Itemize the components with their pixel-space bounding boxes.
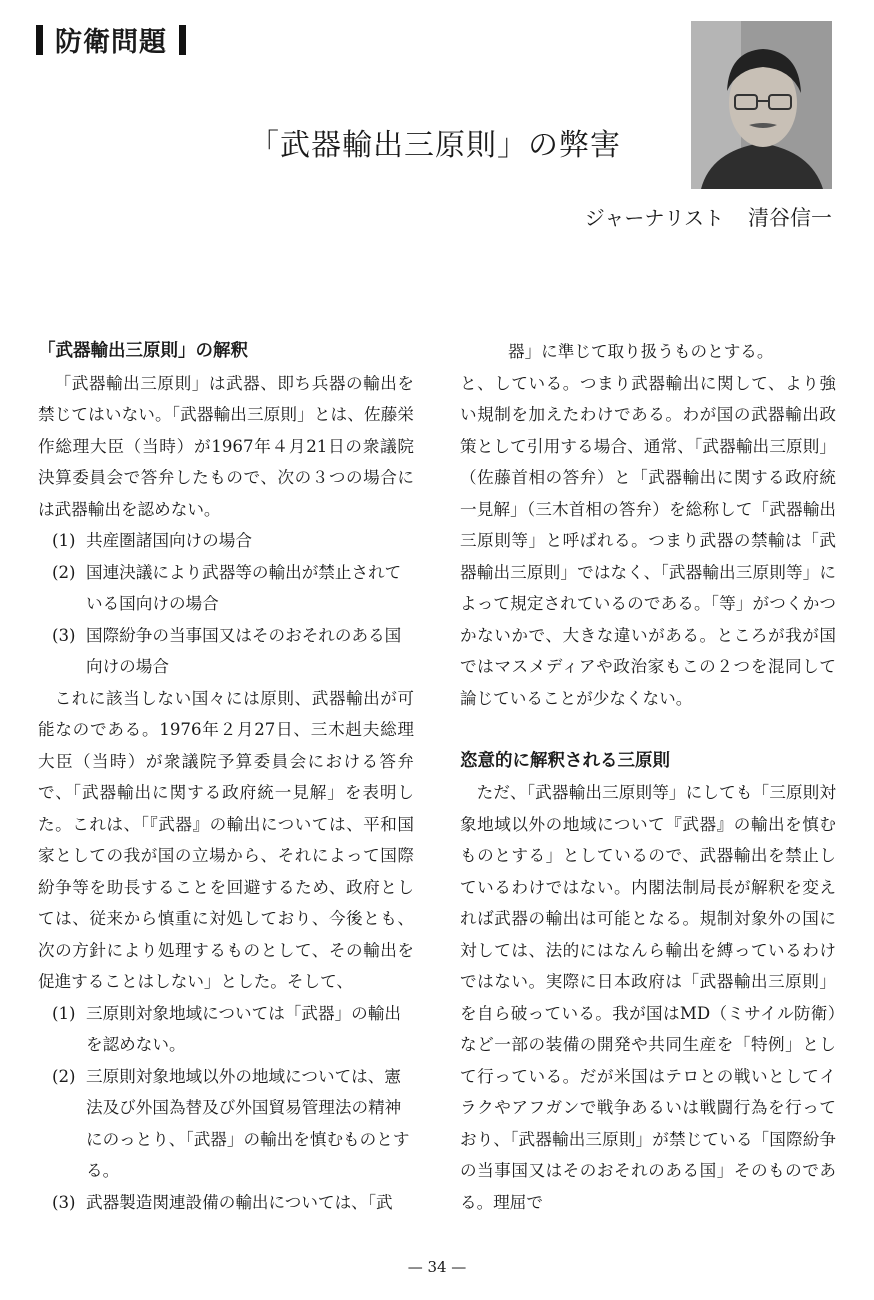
page-number: — 34 — <box>407 1258 467 1276</box>
paragraph: と、している。つまり武器輸出に関して、より強い規制を加えたわけである。わが国の武器輸出政策として引用する場合、通常、「武器輸出三原則」（佐藤首相の答弁）と「武器輸出に関する政府統一見解」（三木首相の答弁）を総称して「武器輸出三原則等」と呼ばれる。つまり武器の禁輸は「武器輸出三原則」ではなく、「武器輸出三原則等」によって規定されているのである。「等」がつくかつかないかで、大きな違いがある。ところが我が国ではマスメディアや政治家もこの２つを混同して論じていることが少なくない。 <box>460 373 836 708</box>
tag-bar-left <box>36 25 43 55</box>
list-item: (1) 共産圏諸国向けの場合 <box>52 531 252 550</box>
paragraph: これに該当しない国々には原則、武器輸出が可能なのである。1976年２月27日、三木赳夫総理大臣（当時）が衆議院予算委員会における答弁で、「武器輸出に関する政府統一見解」を表明した。これは、「『武器』の輸出については、平和国家としての我が国の立場から、それによって国際紛争等を助長することを回避するため、政府としては、従来から慎重に対処しており、今後とも、次の方針により処理するものとして、その輸出を促進することはしない」とした。そして、 <box>38 688 414 991</box>
paragraph: ただ、「武器輸出三原則等」にしても「三原則対象地域以外の地域について『武器』の輸出を慎むものとする」としているので、武器輸出を禁止しているわけではない。内閣法制局長が解釈を変えれば武器の輸出は可能となる。規制対象外の国に対しては、法的にはなんら輸出を縛っているわけではない。実際に日本政府は「武器輸出三原則」を自ら破っている。我が国はMD（ミサイル防衛）など一部の装備の開発や共同生産を「特例」として行っている。だが米国はテロとの戦いとしてイラクやアフガンで戦争あるいは戦闘行為を行っており、「武器輸出三原則」が禁じている「国際紛争の当事国又はそのおそれのある国」そのものである。理屈で <box>460 783 836 1212</box>
section-tag-label: 防衛問題 <box>55 27 167 58</box>
section-heading-1: 「武器輸出三原則」の解釈 <box>38 341 248 361</box>
author-byline <box>585 202 832 232</box>
list-item: (3) 武器製造関連設備の輸出については、「武 <box>52 1192 393 1212</box>
author-name: 清谷信一 <box>748 206 832 230</box>
spacer <box>460 714 836 746</box>
list-item: (2) 国連決議により武器等の輸出が禁止されている国向けの場合 <box>52 562 402 613</box>
author-role: ジャーナリスト <box>584 206 724 230</box>
right-column <box>460 336 836 1218</box>
list-item: (1) 三原則対象地域については「武器」の輸出を認めない。 <box>52 1003 401 1054</box>
author-photo <box>691 21 832 189</box>
section-tag <box>36 20 186 59</box>
criteria-list-2 <box>38 998 414 1219</box>
list-continuation: 器」に準じて取り扱うものとする。 <box>508 342 774 361</box>
criteria-list-1 <box>38 525 414 683</box>
list-item: (3) 国際紛争の当事国又はそのおそれのある国向けの場合 <box>52 625 402 676</box>
article-title: 「武器輸出三原則」の弊害 <box>249 128 621 164</box>
paragraph: 「武器輸出三原則」は武器、即ち兵器の輸出を禁じてはいない。「武器輸出三原則」とは、佐藤栄作総理大臣（当時）が1967年４月21日の衆議院決算委員会で答弁したもので、次の３つの場合には武器輸出を認めない。 <box>38 373 414 519</box>
section-heading-2: 恣意的に解釈される三原則 <box>460 750 670 771</box>
tag-bar-right <box>179 25 186 55</box>
left-column <box>38 336 414 1218</box>
list-item: (2) 三原則対象地域以外の地域については、憲法及び外国為替及び外国貿易管理法の精神にのっとり、「武器」の輸出を慎むものとする。 <box>52 1066 410 1180</box>
